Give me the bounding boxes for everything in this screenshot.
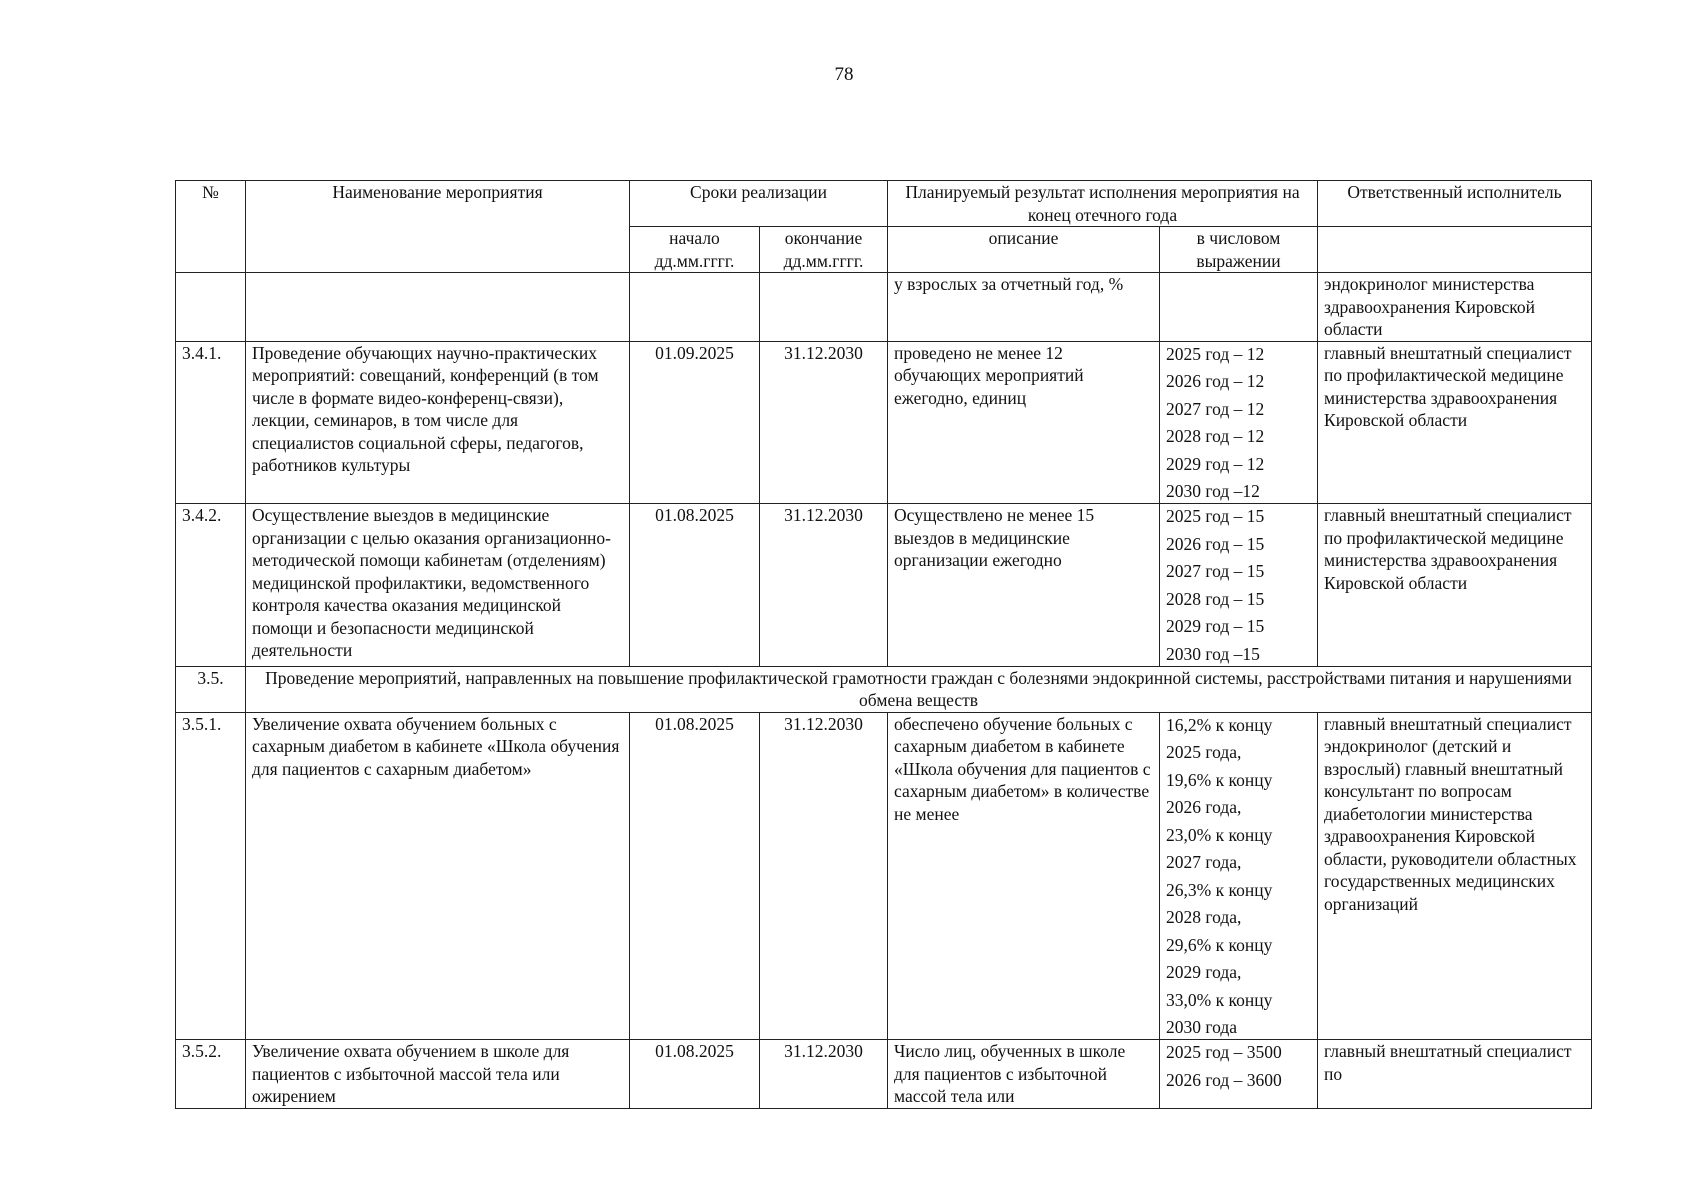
header-end: окончание дд.мм.гггг. xyxy=(760,227,888,273)
header-row-1 xyxy=(176,181,1592,227)
cell-name: Проведение обучающих научно-практических мероприятий: совещаний, конференций (в том числе в формате видео-конференц-связи), лекции, семинаров, в том числе для специалистов социальной сферы, педагогов, работников культуры xyxy=(246,341,630,504)
numeric-line: 2030 года xyxy=(1166,1017,1238,1037)
table-row-3-4-2 xyxy=(176,504,1592,667)
cell-numeric xyxy=(1160,273,1318,342)
cell-end xyxy=(760,273,888,342)
header-executor-empty xyxy=(1318,227,1592,273)
numeric-list xyxy=(1166,713,1311,1040)
cell-start: 01.09.2025 xyxy=(630,341,760,504)
cell-num: 3.4.1. xyxy=(176,341,246,504)
numeric-line: 2028 год – 12 xyxy=(1166,426,1265,446)
cell-end: 31.12.2030 xyxy=(760,341,888,504)
cell-num: 3.5.1. xyxy=(176,712,246,1040)
header-name: Наименование мероприятия xyxy=(246,181,630,273)
section-title: Проведение мероприятий, направленных на повышение профилактической грамотности граждан с болезнями эндокринной системы, расстройствами питания и нарушениями обмена веществ xyxy=(246,666,1592,712)
numeric-line: 2027 года, xyxy=(1166,852,1242,872)
header-result: Планируемый результат исполнения мероприятия на конец отечного года xyxy=(888,181,1318,227)
cell-description: обеспечено обучение больных с сахарным диабетом в кабинете «Школа обучения для пациентов с сахарным диабетом» в количестве не менее xyxy=(888,712,1160,1040)
cell-end: 31.12.2030 xyxy=(760,1040,888,1109)
cell-description: Осуществлено не менее 15 выездов в медицинские организации ежегодно xyxy=(888,504,1160,667)
header-terms: Сроки реализации xyxy=(630,181,888,227)
cell-num xyxy=(176,273,246,342)
header-start: начало дд.мм.гггг. xyxy=(630,227,760,273)
cell-start: 01.08.2025 xyxy=(630,504,760,667)
header-numeric: в числовом выражении xyxy=(1160,227,1318,273)
numeric-line: 2027 год – 12 xyxy=(1166,398,1265,419)
header-description: описание xyxy=(888,227,1160,273)
cell-description: проведено не менее 12 обучающих мероприятий ежегодно, единиц xyxy=(888,341,1160,504)
numeric-line: 2030 год –15 xyxy=(1166,643,1260,664)
cell-executor: главный внештатный специалист по профилактической медицине министерства здравоохранения Кировской области xyxy=(1318,504,1592,667)
section-num: 3.5. xyxy=(176,666,246,712)
section-row-3-5 xyxy=(176,666,1592,712)
numeric-line: 16,2% к концу xyxy=(1166,714,1273,735)
cell-start xyxy=(630,273,760,342)
numeric-line: 2029 года, xyxy=(1166,962,1242,982)
numeric-line: 2026 года, xyxy=(1166,797,1242,817)
cell-numeric xyxy=(1160,504,1318,667)
plan-table xyxy=(175,180,1592,1109)
cell-executor: главный внештатный специалист по профилактической медицине министерства здравоохранения Кировской области xyxy=(1318,341,1592,504)
cell-name: Осуществление выездов в медицинские организации с целью оказания организационно-методической помощи кабинетам (отделениям) медицинской профилактики, ведомственного контроля качества оказания медицинской помощи и безопасности медицинской деятельности xyxy=(246,504,630,667)
numeric-line: 2029 год – 12 xyxy=(1166,453,1265,474)
table-row-3-4-1 xyxy=(176,341,1592,504)
numeric-line: 2029 год – 15 xyxy=(1166,616,1265,636)
numeric-line: 2026 год – 15 xyxy=(1166,533,1265,554)
cell-numeric xyxy=(1160,341,1318,504)
numeric-line: 2030 год –12 xyxy=(1166,481,1260,501)
table-row-continuation xyxy=(176,273,1592,342)
numeric-line: 2027 год – 15 xyxy=(1166,561,1265,581)
numeric-line: 2025 года, xyxy=(1166,742,1242,762)
numeric-line: 2025 год – 12 xyxy=(1166,343,1265,364)
numeric-list xyxy=(1166,342,1311,504)
cell-executor: эндокринолог министерства здравоохранения Кировской области xyxy=(1318,273,1592,342)
cell-end: 31.12.2030 xyxy=(760,712,888,1040)
cell-name: Увеличение охвата обучением больных с сахарным диабетом в кабинете «Школа обучения для пациентов с сахарным диабетом» xyxy=(246,712,630,1040)
cell-start: 01.08.2025 xyxy=(630,712,760,1040)
cell-start: 01.08.2025 xyxy=(630,1040,760,1109)
numeric-line: 26,3% к концу xyxy=(1166,879,1273,900)
page-number: 78 xyxy=(834,64,854,85)
numeric-list xyxy=(1166,504,1311,666)
header-num: № xyxy=(176,181,246,273)
cell-description: у взрослых за отчетный год, % xyxy=(888,273,1160,342)
cell-description: Число лиц, обученных в школе для пациентов с избыточной массой тела или xyxy=(888,1040,1160,1109)
numeric-line: 33,0% к концу xyxy=(1166,989,1273,1010)
numeric-line: 2028 года, xyxy=(1166,907,1242,927)
cell-numeric xyxy=(1160,1040,1318,1109)
cell-executor: главный внештатный специалист эндокринолог (детский и взрослый) главный внештатный консультант по вопросам диабетологии министерства здравоохранения Кировской области, руководители областных государственных медицинских организаций xyxy=(1318,712,1592,1040)
numeric-list xyxy=(1166,1040,1311,1092)
numeric-line: 29,6% к концу xyxy=(1166,934,1273,955)
numeric-line: 2026 год – 12 xyxy=(1166,371,1265,391)
table-row-3-5-1 xyxy=(176,712,1592,1040)
numeric-line: 23,0% к концу xyxy=(1166,824,1273,845)
cell-num: 3.5.2. xyxy=(176,1040,246,1109)
numeric-line: 2028 год – 15 xyxy=(1166,588,1265,609)
cell-num: 3.4.2. xyxy=(176,504,246,667)
cell-executor: главный внештатный специалист по xyxy=(1318,1040,1592,1109)
table-row-3-5-2 xyxy=(176,1040,1592,1109)
numeric-line: 2026 год – 3600 xyxy=(1166,1069,1282,1090)
cell-numeric xyxy=(1160,712,1318,1040)
numeric-line: 19,6% к концу xyxy=(1166,769,1273,790)
cell-name: Увеличение охвата обучением в школе для пациентов с избыточной массой тела или ожирением xyxy=(246,1040,630,1109)
cell-end: 31.12.2030 xyxy=(760,504,888,667)
header-executor: Ответственный исполнитель xyxy=(1318,181,1592,227)
numeric-line: 2025 год – 3500 xyxy=(1166,1042,1282,1062)
cell-name xyxy=(246,273,630,342)
numeric-line: 2025 год – 15 xyxy=(1166,506,1265,526)
